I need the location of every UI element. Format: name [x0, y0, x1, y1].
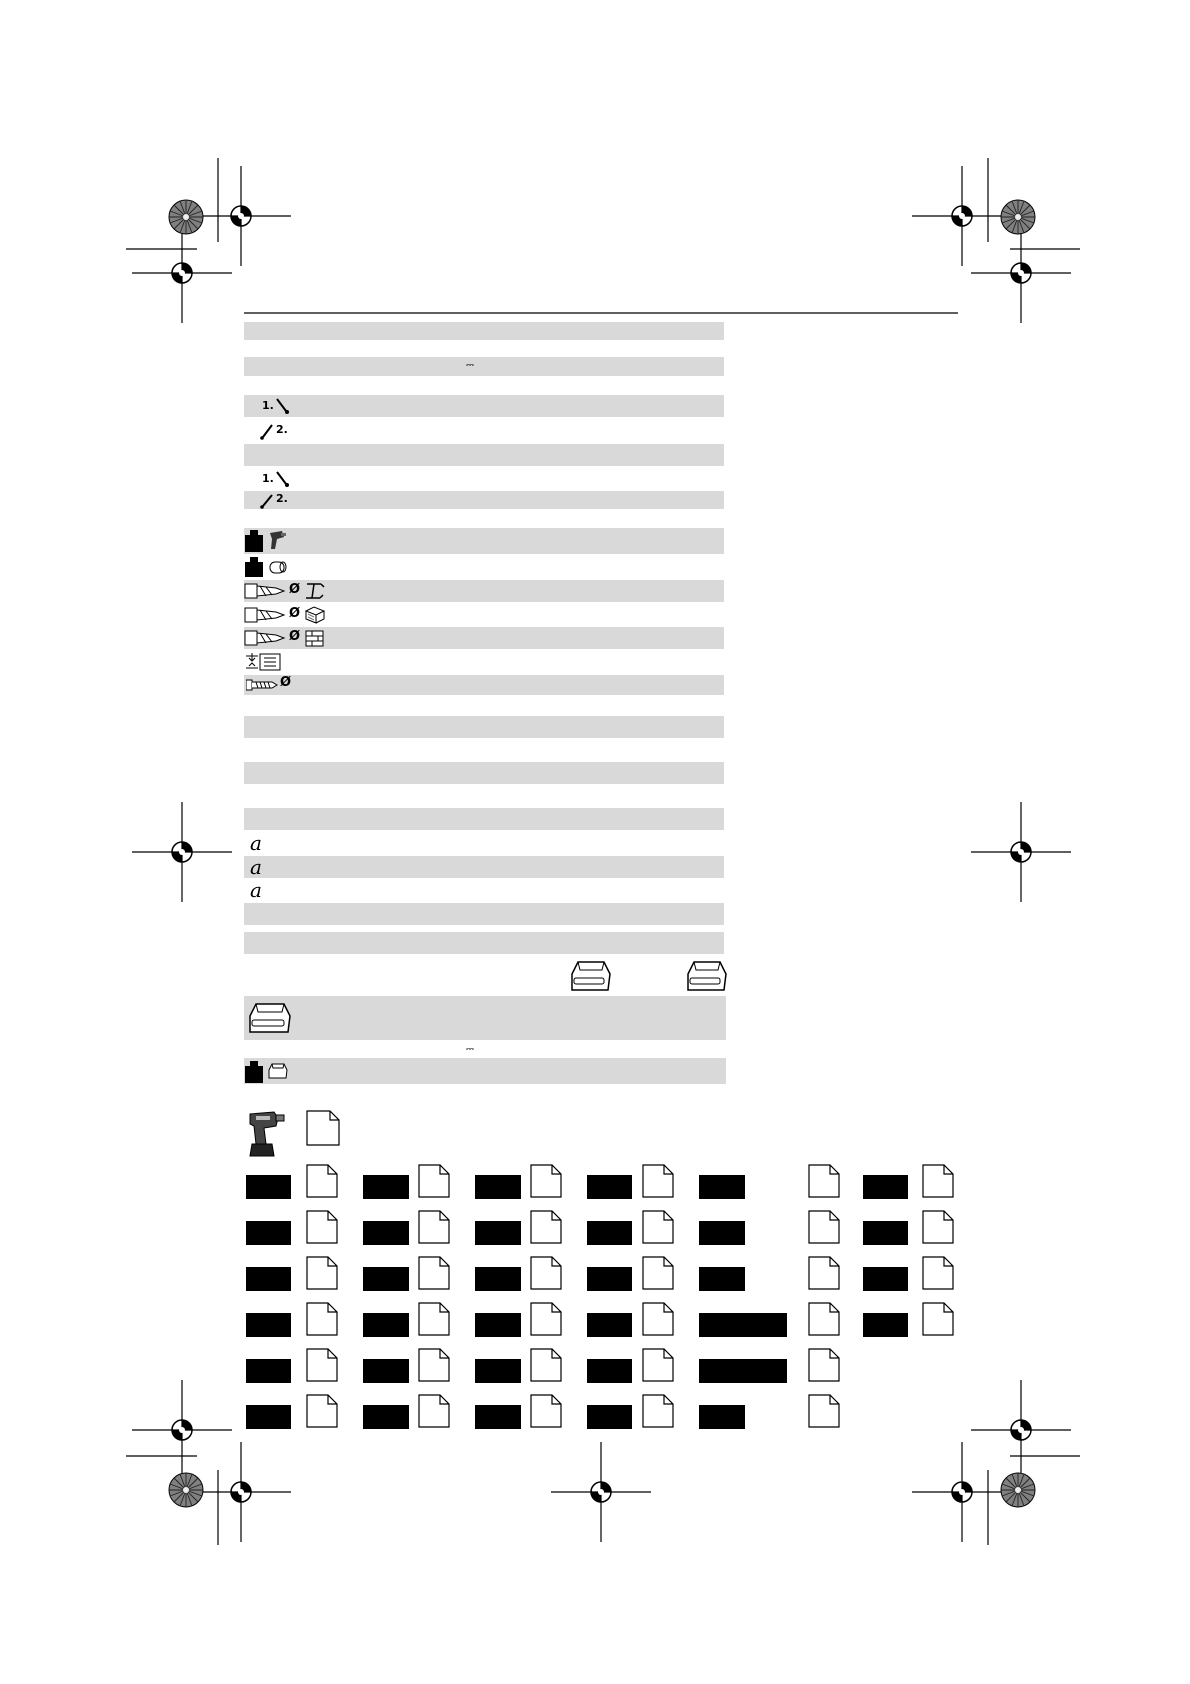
spec-row-vibration-1	[244, 832, 724, 854]
spec-row-voltage	[244, 357, 724, 376]
spec-row-vibration-3	[244, 879, 724, 901]
dc-voltage-symbol: ⎓	[466, 360, 473, 371]
spec-row-impact-header	[244, 444, 724, 466]
screwdriver-icon	[260, 492, 274, 509]
cordless-drill-icon	[246, 1108, 286, 1160]
spec-row-drill-steel	[244, 580, 724, 602]
language-code-block	[246, 1405, 291, 1429]
page-number-icon	[418, 1256, 450, 1290]
battery-pack-icon	[246, 998, 292, 1038]
page-number-icon	[922, 1302, 954, 1336]
language-code-block	[475, 1267, 521, 1291]
language-code-block	[475, 1359, 521, 1383]
language-code-block	[587, 1175, 632, 1199]
page-number-icon	[808, 1164, 840, 1198]
language-code-block	[587, 1267, 632, 1291]
language-code-block	[363, 1175, 409, 1199]
page-number-icon	[808, 1394, 840, 1428]
language-code-block	[863, 1267, 908, 1291]
language-code-block	[475, 1405, 521, 1429]
spec-row-drill-wood	[244, 604, 724, 626]
spec-row-weight-tool	[244, 528, 724, 554]
page-number-icon	[922, 1256, 954, 1290]
page-number-icon	[642, 1164, 674, 1198]
language-code-block	[699, 1405, 745, 1429]
page-number-icon	[922, 1210, 954, 1244]
battery-row-weight	[244, 1058, 726, 1084]
screw-icon	[246, 678, 278, 692]
diameter-symbol: Ø	[289, 629, 301, 644]
spec-row-weight-chuck	[244, 556, 724, 578]
language-code-block	[587, 1221, 632, 1245]
page-number-icon	[642, 1394, 674, 1428]
language-code-block	[363, 1267, 409, 1291]
page-number-icon	[642, 1302, 674, 1336]
drill-bit-icon	[244, 582, 286, 600]
page-number-icon	[418, 1394, 450, 1428]
page-number-icon	[642, 1348, 674, 1382]
page-number-icon	[530, 1164, 562, 1198]
battery-pack-icon	[568, 956, 612, 996]
page-number-icon	[922, 1164, 954, 1198]
gear-step-1-label: 1.	[262, 399, 274, 412]
page-number-icon	[530, 1302, 562, 1336]
page-number-icon	[530, 1210, 562, 1244]
language-code-block	[863, 1175, 908, 1199]
language-code-block	[246, 1359, 291, 1383]
spec-row-impact-1	[244, 469, 724, 489]
battery-row-type	[244, 996, 726, 1040]
spec-row-battery-header	[244, 932, 724, 954]
steel-beam-icon	[304, 581, 326, 601]
language-code-block	[863, 1221, 908, 1245]
language-code-block	[699, 1359, 787, 1383]
vibration-a-symbol: a	[250, 831, 262, 855]
language-code-block	[587, 1405, 632, 1429]
language-code-block	[587, 1313, 632, 1337]
language-code-block	[363, 1221, 409, 1245]
document-page-icon	[306, 1110, 340, 1146]
weight-icon	[244, 556, 264, 578]
diameter-symbol: Ø	[289, 606, 301, 621]
drill-bit-icon	[244, 606, 286, 624]
gear-step-2-label: 2.	[276, 423, 288, 436]
language-code-block	[363, 1405, 409, 1429]
vibration-a-symbol: a	[250, 855, 262, 879]
language-code-block	[475, 1175, 521, 1199]
screwdriver-icon	[274, 470, 290, 488]
language-code-block	[246, 1175, 291, 1199]
page-number-icon	[808, 1302, 840, 1336]
spec-row-drill-masonry	[244, 627, 724, 649]
page-number-icon	[418, 1164, 450, 1198]
language-code-block	[475, 1221, 521, 1245]
language-code-block	[699, 1313, 787, 1337]
spec-row-speed-2	[244, 420, 724, 442]
screwdriver-icon	[274, 397, 290, 415]
wood-block-icon	[304, 605, 326, 625]
spec-row-impact-2	[244, 491, 724, 509]
battery-small-icon	[267, 1061, 289, 1081]
language-code-block	[699, 1267, 745, 1291]
drill-bit-icon	[244, 629, 286, 647]
spec-row-uncertainty	[244, 903, 724, 925]
drill-icon	[267, 529, 287, 553]
language-code-block	[246, 1221, 291, 1245]
weight-icon	[244, 1060, 264, 1084]
spec-row-speed-header	[244, 395, 724, 417]
page-number-icon	[808, 1256, 840, 1290]
weight-icon	[244, 529, 264, 553]
page-number-icon	[808, 1210, 840, 1244]
spec-row-model	[244, 322, 724, 340]
battery-dc-symbol: ⎓	[466, 1044, 473, 1055]
language-code-block	[699, 1221, 745, 1245]
spec-row-chuck-range	[244, 651, 724, 673]
spec-row-vibration-2	[244, 856, 724, 878]
chuck-range-icon	[244, 652, 286, 672]
battery-pack-icon	[684, 956, 728, 996]
page-number-icon	[418, 1210, 450, 1244]
page-number-icon	[530, 1256, 562, 1290]
language-code-block	[699, 1175, 745, 1199]
page-number-icon	[530, 1394, 562, 1428]
page-number-icon	[306, 1394, 338, 1428]
page-number-icon	[418, 1348, 450, 1382]
brick-wall-icon	[304, 628, 326, 648]
vibration-a-symbol: a	[250, 878, 262, 902]
spec-row-sound-header	[244, 716, 724, 738]
page-number-icon	[306, 1302, 338, 1336]
spec-row-sound-power	[244, 762, 724, 784]
page-number-icon	[306, 1348, 338, 1382]
page-number-icon	[306, 1210, 338, 1244]
language-code-block	[587, 1359, 632, 1383]
language-code-block	[246, 1267, 291, 1291]
page-number-icon	[418, 1302, 450, 1336]
language-code-block	[363, 1359, 409, 1383]
gear-step-1-label: 1.	[262, 472, 274, 485]
language-code-block	[246, 1313, 291, 1337]
diameter-symbol: Ø	[289, 582, 301, 597]
language-code-block	[863, 1313, 908, 1337]
language-code-block	[475, 1313, 521, 1337]
spec-row-vibration-header	[244, 808, 724, 830]
page-number-icon	[306, 1256, 338, 1290]
spec-row-screw-diameter	[244, 675, 724, 695]
page-number-icon	[808, 1348, 840, 1382]
page-number-icon	[642, 1210, 674, 1244]
language-code-block	[363, 1313, 409, 1337]
page-number-icon	[306, 1164, 338, 1198]
diameter-symbol: Ø	[280, 675, 292, 690]
page-number-icon	[530, 1348, 562, 1382]
page-number-icon	[642, 1256, 674, 1290]
chuck-icon	[268, 558, 288, 576]
screwdriver-icon	[260, 422, 274, 440]
gear-step-2-label: 2.	[276, 492, 288, 505]
